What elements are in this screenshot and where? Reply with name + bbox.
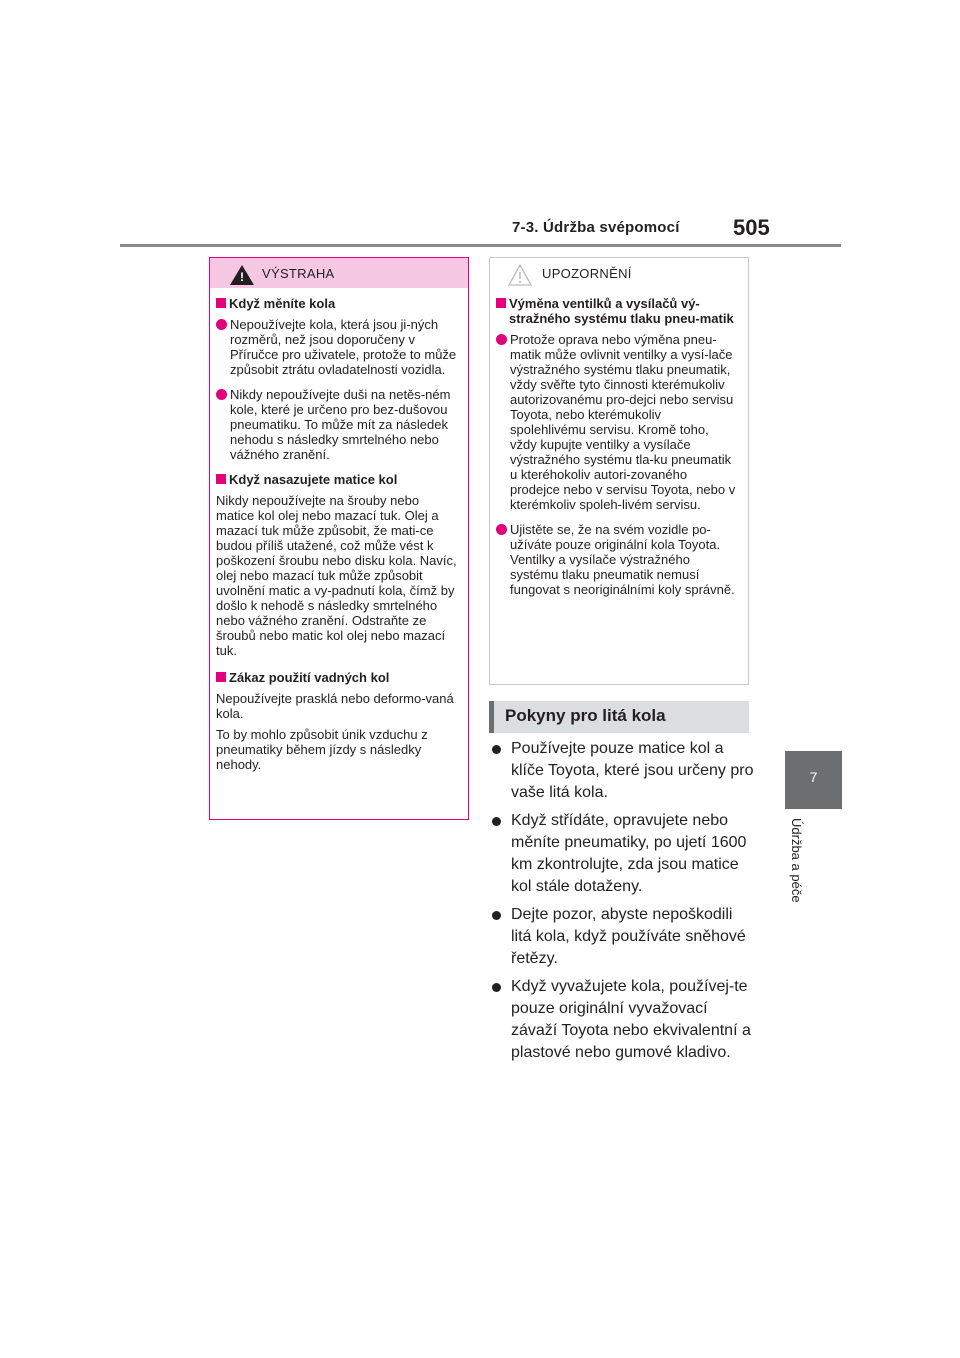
list-item: Používejte pouze matice kol a klíče Toyota, které jsou určeny pro vaše litá kola. [492, 738, 754, 804]
warning-title: VÝSTRAHA [262, 266, 335, 281]
header-rule [120, 244, 841, 247]
section-title: 7-3. Údržba svépomocí [512, 219, 680, 236]
list-item: Když vyvažujete kola, používej-te pouze originální vyvažovací závaží Toyota nebo ekvivalentní a plastové nebo gumové kladivo. [492, 976, 754, 1064]
list-item: Dejte pozor, abyste nepoškodili litá kola, když používáte sněhové řetězy. [492, 904, 754, 970]
warning-paragraph: To by mohlo způsobit únik vzduchu z pneumatiky během jízdy s následky nehody. [216, 727, 428, 772]
chapter-label [786, 818, 806, 928]
notice-header [490, 258, 748, 288]
bullet-icon [492, 817, 501, 826]
square-bullet-icon [216, 474, 226, 484]
square-bullet-icon [216, 298, 226, 308]
warning-box [209, 257, 469, 820]
notice-bullet: Ujistěte se, že na svém vozidle po-užíváte pouze originální kola Toyota. Ventilky a vysílače výstražného systému tlaku pneumatik nemusí fungovat s neoriginálními koly správně. [496, 522, 737, 597]
warning-bullet: Nikdy nepoužívejte duši na netěs-ném kole, které je určeno pro bez-dušovou pneumatiku. To může mít za následek nehodu s následky smrtelného nebo vážného zranění. [216, 387, 457, 462]
warning-paragraph: Nikdy nepoužívejte na šrouby nebo matice kol olej nebo mazací tuk. Olej a mazací tuk může způsobit, že mati-ce budou příliš utažené, což může vést k poškození šroubu nebo disku kola. Navíc, olej nebo mazací tuk může způsobit uvolnění matic a vy-padnutí kola, čímž by došlo k nehodě s následky smrtelného nebo vážného zranění. Odstraňte ze šroubů nebo matic kol olej nebo mazací tuk. [216, 493, 457, 658]
bullet-icon [492, 983, 501, 992]
chapter-number: 7 [809, 769, 818, 785]
notice-bullet: Protože oprava nebo výměna pneu-matik může ovlivnit ventilky a vysí-lače výstražného systému tlaku pneumatik, vždy svěřte tyto činnosti kterémukoliv autorizovanému pro-dejci nebo servisu Toyota, nebo kterémukoliv spolehlivému servisu. Kromě toho, vždy kupujte ventilky a vysílače výstražného systému tla-ku pneumatik u kteréhokoliv autori-zovaného prodejce nebo v servisu Toyota, nebo v kterémkoliv spoleh-livém servisu. [496, 332, 737, 512]
list-item: Když střídáte, opravujete nebo měníte pneumatiky, po ujetí 1600 km zkontrolujte, zda jsou matice kol stále dotaženy. [492, 810, 754, 898]
warning-bullet: Nepoužívejte kola, která jsou ji-ných rozměrů, než jsou doporučeny v Příručce pro uživatele, protože to může způsobit ztrátu ovladatelnosti vozidla. [216, 317, 457, 377]
round-bullet-icon [216, 319, 227, 330]
alloy-list [492, 738, 754, 1070]
warning-heading: Když měníte kola [216, 296, 457, 311]
chapter-tab [785, 751, 842, 809]
warning-triangle-icon [230, 265, 254, 285]
notice-box [489, 257, 749, 685]
bullet-icon [492, 911, 501, 920]
warning-paragraph: Nepoužívejte prasklá nebo deformo-vaná kola. [216, 691, 454, 721]
caution-triangle-icon [508, 264, 532, 286]
bullet-icon [492, 745, 501, 754]
square-bullet-icon [216, 672, 226, 682]
round-bullet-icon [496, 334, 507, 345]
round-bullet-icon [496, 524, 507, 535]
page-number: 505 [733, 215, 770, 240]
subsection-title: Pokyny pro litá kola [489, 701, 749, 733]
page-header [0, 0, 960, 250]
warning-header [210, 258, 468, 288]
chapter-title: Údržba a péče [789, 818, 804, 903]
square-bullet-icon [496, 298, 506, 308]
round-bullet-icon [216, 389, 227, 400]
notice-heading: Výměna ventilků a vysílačů vý-stražného systému tlaku pneu-matik [496, 296, 737, 326]
warning-heading: Zákaz použití vadných kol [216, 670, 457, 685]
notice-title: UPOZORNĚNÍ [542, 266, 632, 281]
warning-heading: Když nasazujete matice kol [216, 472, 457, 487]
